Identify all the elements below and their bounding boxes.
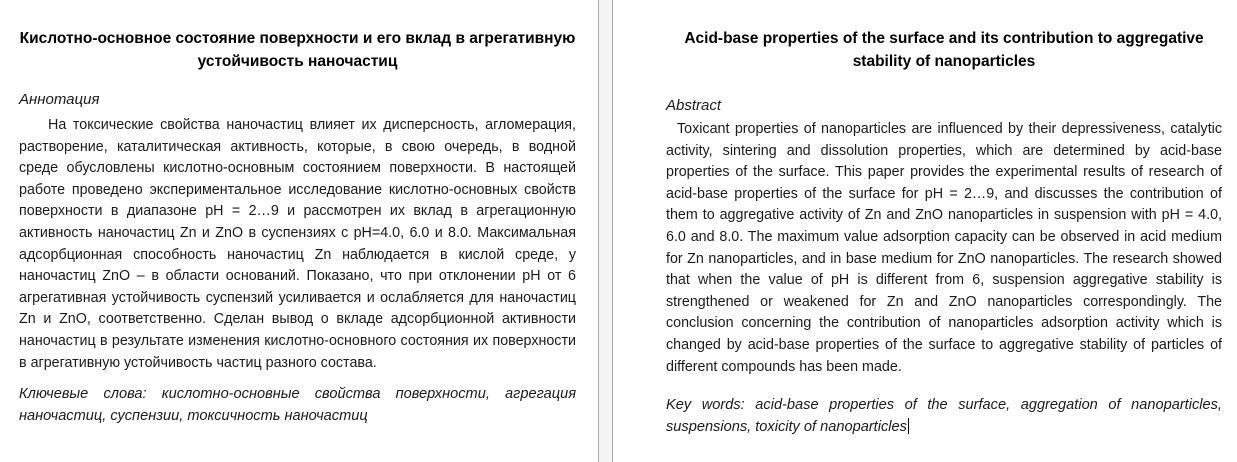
- page-russian-content: [19, 27, 576, 427]
- page-gap-divider: [598, 0, 613, 462]
- page-english-content: [666, 27, 1222, 438]
- paper-title-russian[interactable]: Кислотно-основное состояние поверхности и его вклад в агрегативную устойчивость наночастиц: [19, 30, 576, 70]
- abstract-body-russian[interactable]: На токсические свойства наночастиц влияет их дисперсность, агломерация, растворение, каталитическая активность, которые, в свою очередь, в водной среде обусловлены кислотно-основным состоянием поверхности. В настоящей работе проведено экспериментальное исследование кислотно-основных свойств поверхности в диапазоне pH = 2…9 и рассмотрен их вклад в агрегационную активность наночастиц Zn и ZnO в суспензиях с pH=4.0, 6.0 и 8.0. Максимальная адсорбционная способность наночастиц Zn наблюдается в кислой среде, у наночастиц ZnO – в области оснований. Показано, что при отклонении pH от 6 агрегативная устойчивость суспензий усиливается и ослабляется для наночастиц Zn и ZnO, соответственно. Сделан вывод о вкладе адсорбционной активности наночастиц в результате изменения кислотно-основного состояния их поверхности в агрегативную устойчивость частиц разного состава.: [19, 117, 576, 371]
- paper-title-english[interactable]: Acid-base properties of the surface and its contribution to aggregative stability of nanoparticles: [684, 30, 1204, 70]
- abstract-label-english[interactable]: Abstract: [666, 97, 722, 114]
- keywords-english[interactable]: [666, 395, 1222, 438]
- page-english: [613, 0, 1237, 462]
- text-cursor: [908, 418, 909, 434]
- page-russian: [0, 0, 598, 462]
- keywords-english-text[interactable]: Key words: acid-base properties of the surface, aggregation of nanoparticles, suspensions, toxicity of nanoparticles: [666, 397, 1222, 435]
- keywords-russian[interactable]: Ключевые слова: кислотно-основные свойства поверхности, агрегация наночастиц, суспензии, токсичность наночастиц: [19, 386, 576, 424]
- abstract-label-russian[interactable]: Аннотация: [19, 91, 100, 108]
- abstract-body-english[interactable]: Toxicant properties of nanoparticles are influenced by their depressiveness, catalytic activity, sintering and dissolution properties, which are determined by acid-base properties of the surface. This paper provides the experimental results of research of acid-base properties of the surface for pH = 2…9, and discusses the contribution of them to aggregative activity of Zn and ZnO nanoparticles in suspension with pH = 4.0, 6.0 and 8.0. The maximum value adsorption capacity can be observed in acid medium for Zn nanoparticles, and in base medium for ZnO nanoparticles. The research showed that when the value of pH is different from 6, suspension aggregative stability is strengthened or weakened for Zn and ZnO nanoparticles correspondingly. The conclusion concerning the contribution of nanoparticles adsorption activity which is changed by acid-base properties of the surface to aggregative stability of particles of different compounds has been made.: [666, 121, 1222, 375]
